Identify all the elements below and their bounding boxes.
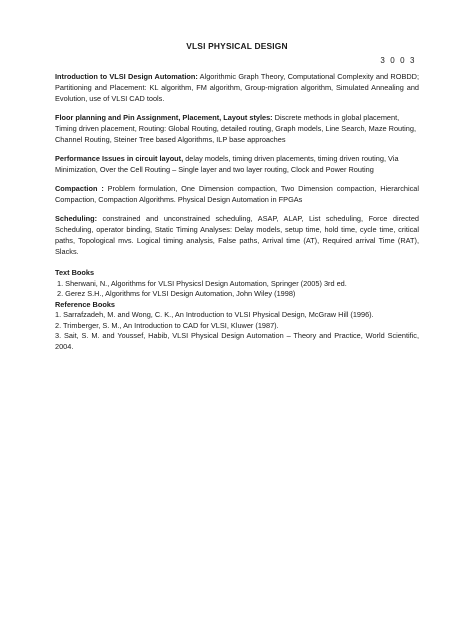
syllabus-paragraph xyxy=(55,153,419,175)
paragraph-heading: Floor planning and Pin Assignment, Placement, Layout styles: xyxy=(55,113,273,122)
paragraph-body: constrained and unconstrained scheduling, ASAP, ALAP, List scheduling, Force directed Scheduling, operator binding, Static Timing Analyses: Delay models, setup time, hold time, cycle time, critical paths, Topological mvs. Logical timing analysis, False paths, Arrival time (AT), Required arrival Time (RAT), Slacks. xyxy=(55,214,419,256)
reference-book-entry: 2. Trimberger, S. M., An Introduction to CAD for VLSI, Kluwer (1987). xyxy=(55,320,279,330)
syllabus-content xyxy=(55,71,419,352)
paragraph-heading: Scheduling: xyxy=(55,214,98,223)
course-credits: 3 0 0 3 xyxy=(380,56,416,65)
document-title: VLSI PHYSICAL DESIGN xyxy=(186,41,288,51)
reference-books-heading: Reference Books xyxy=(55,299,115,309)
reference-book-entry: 3. Sait, S. M. and Youssef, Habib, VLSI Physical Design Automation – Theory and Practice, World Scientific, 2004. xyxy=(55,331,419,351)
paragraph-heading: Introduction to VLSI Design Automation: xyxy=(55,72,198,81)
syllabus-paragraph xyxy=(55,112,419,145)
text-book-entry: 1. Sherwani, N., Algorithms for VLSI Physicsl Design Automation, Springer (2005) 3rd ed. xyxy=(57,278,347,288)
paragraph-body: Discrete methods in global placement, Timing driven placement, Routing: Global Routing, detailed routing, Graph models, Line Search, Maze Routing, Channel Routing, Steiner Tree based Algorithms, ILP base approaches xyxy=(55,113,416,144)
paragraph-body: Problem formulation, One Dimension compaction, Two Dimension compaction, Hierarchical Compaction, Compaction Algorithms. Physical Design Automation in FPGAs xyxy=(55,184,419,204)
paragraph-body: delay models, timing driven placements, timing driven routing, Via Minimization, Over the Cell Routing – Single layer and two layer routing, Clock and Power Routing xyxy=(55,154,399,174)
paragraph-heading: Compaction : xyxy=(55,184,104,193)
syllabus-paragraph xyxy=(55,213,419,257)
reference-book-entry: 1. Sarrafzadeh, M. and Wong, C. K., An Introduction to VLSI Physical Design, McGraw Hill (1996). xyxy=(55,310,374,319)
text-books-heading: Text Books xyxy=(55,268,95,277)
book-list xyxy=(55,268,419,352)
text-book-entry: 2. Gerez S.H., Algorithms for VLSI Design Automation, John Wiley (1998) xyxy=(57,289,296,298)
syllabus-paragraph xyxy=(55,183,419,205)
paragraph-body: Algorithmic Graph Theory, Computational Complexity and ROBDD; Partitioning and Placement: KL algorithm, FM algorithm, Group-migration algorithm, Simulated Annealing and Evolution, use of VLSI CAD tools. xyxy=(55,72,419,103)
syllabus-paragraph xyxy=(55,71,419,104)
paragraph-heading: Performance Issues in circuit layout, xyxy=(55,154,184,163)
